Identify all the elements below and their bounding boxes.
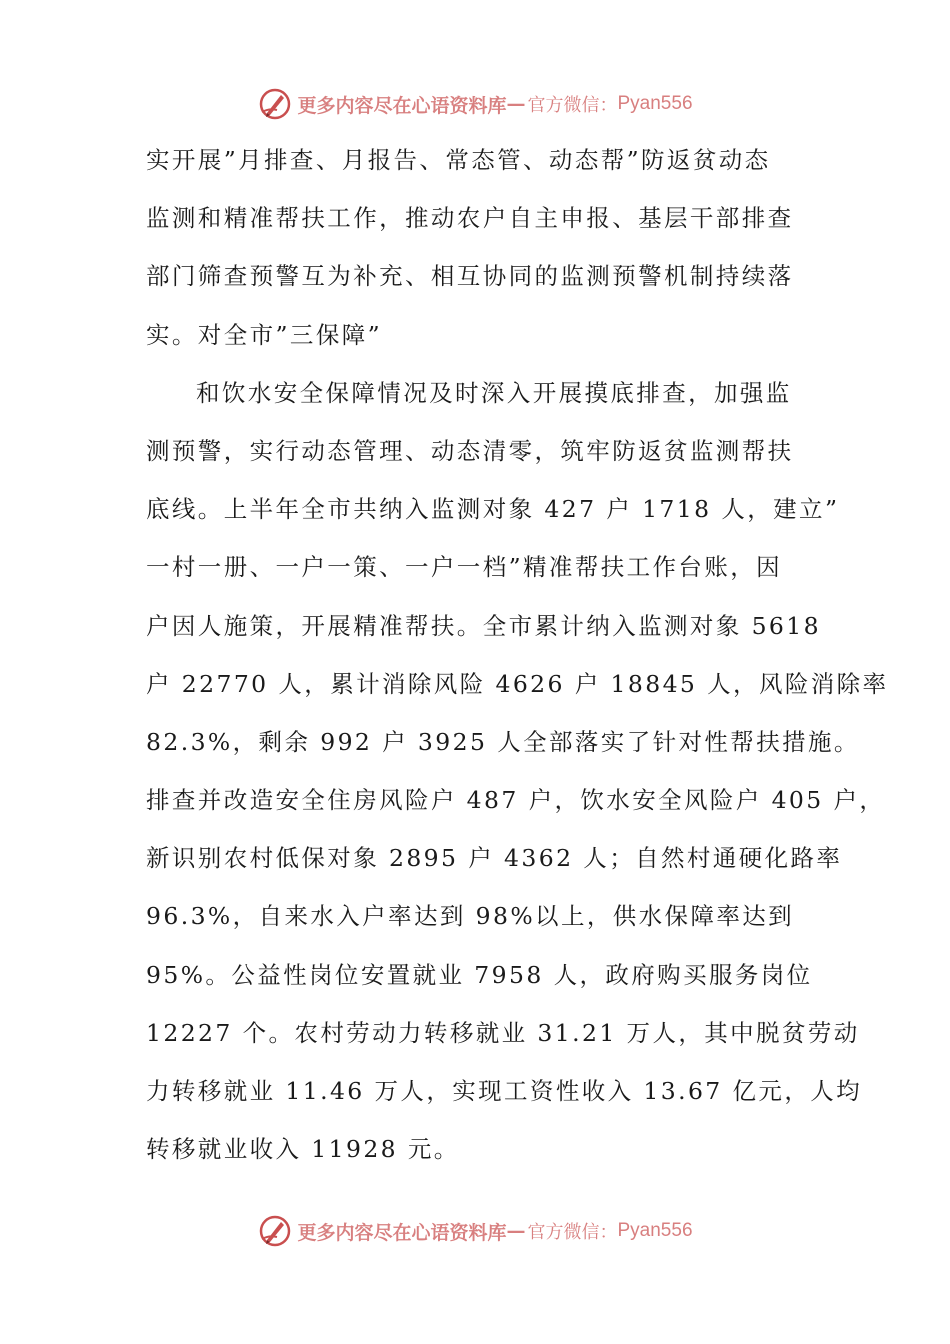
body-line: 部门筛查预警互为补充、相互协同的监测预警机制持续落 bbox=[146, 262, 794, 291]
body-line: 95%。公益性岗位安置就业 7958 人，政府购买服务岗位 bbox=[146, 960, 813, 989]
banner-wechat-label: 官方微信： bbox=[527, 1222, 618, 1243]
body-line: 户因人施策，开展精准帮扶。全市累计纳入监测对象 5618 bbox=[146, 611, 821, 640]
body-line-paragraph-start: 和饮水安全保障情况及时深入开展摸底排查，加强监 bbox=[196, 378, 792, 407]
header-watermark-banner bbox=[0, 84, 950, 124]
footer-watermark-banner bbox=[0, 1211, 950, 1251]
body-line: 一村一册、一户一策、一户一档”精准帮扶工作台账，因 bbox=[146, 553, 783, 582]
document-body bbox=[146, 131, 889, 1178]
body-line: 96.3%，自来水入户率达到 98%以上，供水保障率达到 bbox=[146, 902, 795, 931]
pen-logo-icon bbox=[257, 1213, 293, 1249]
body-line: 82.3%，剩余 992 户 3925 人全部落实了针对性帮扶措施。 bbox=[146, 727, 860, 756]
banner-title: 更多内容尽在心语资料库 bbox=[297, 94, 507, 117]
body-line: 测预警，实行动态管理、动态清零，筑牢防返贫监测帮扶 bbox=[146, 436, 794, 465]
body-line: 实开展”月排查、月报告、常态管、动态帮”防返贫动态 bbox=[146, 146, 771, 174]
body-line: 转移就业收入 11928 元。 bbox=[146, 1135, 460, 1164]
body-line: 实。对全市”三保障” bbox=[146, 320, 383, 349]
body-line: 12227 个。农村劳动力转移就业 31.21 万人，其中脱贫劳动 bbox=[146, 1018, 860, 1047]
body-line: 力转移就业 11.46 万人，实现工资性收入 13.67 亿元，人均 bbox=[146, 1077, 863, 1105]
body-line: 户 22770 人，累计消除风险 4626 户 18845 人，风险消除率 bbox=[146, 669, 889, 698]
body-line: 新识别农村低保对象 2895 户 4362 人；自然村通硬化路率 bbox=[146, 844, 843, 873]
banner-title: 更多内容尽在心语资料库 bbox=[297, 1221, 507, 1244]
banner-dash: — bbox=[506, 93, 526, 115]
banner-wechat-id: Pyan556 bbox=[617, 1220, 693, 1241]
body-line: 排查并改造安全住房风险户 487 户，饮水安全风险户 405 户， bbox=[146, 786, 886, 815]
banner-wechat-label: 官方微信： bbox=[527, 95, 618, 116]
pen-logo-icon bbox=[257, 86, 293, 122]
body-line: 监测和精准帮扶工作，推动农户自主申报、基层干部排查 bbox=[146, 204, 794, 233]
body-line: 底线。上半年全市共纳入监测对象 427 户 1718 人，建立” bbox=[146, 495, 840, 524]
banner-dash: — bbox=[506, 1220, 526, 1242]
banner-wechat-id: Pyan556 bbox=[617, 93, 693, 114]
